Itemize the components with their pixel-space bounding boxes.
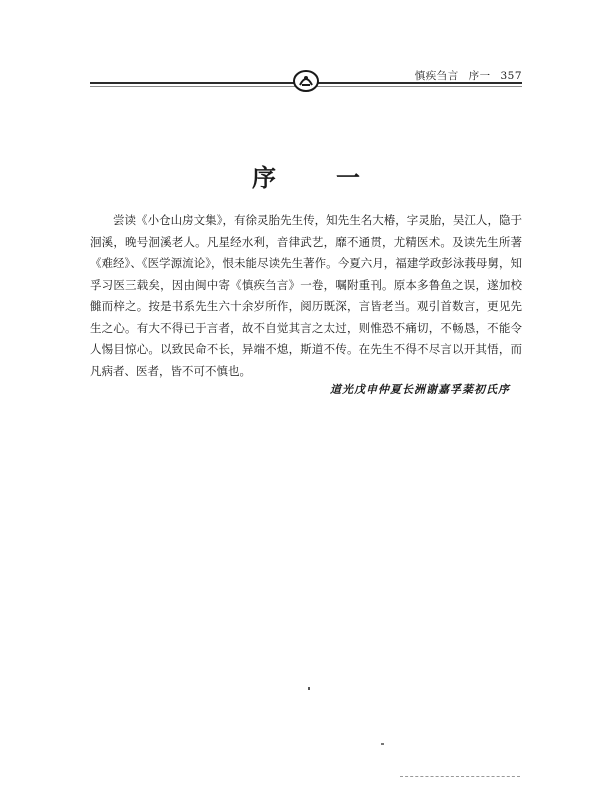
book-title: 慎疾刍言: [414, 70, 459, 82]
page-number: 357: [500, 70, 522, 82]
preface-body: 尝读《小仓山房文集》，有徐灵胎先生传，知先生名大椿，字灵胎，吴江人，隐于洄溪，晚号洄溪老人。凡星经水利，音律武艺，靡不通贯，尤精医术。及读先生所著《难经》、《医学源流论》，恨未能尽读先生著作。今夏六月，福建学政彭泳莪母舅，知孚习医三载矣，因由闽中寄《慎疾刍言》一卷，嘱附重刊。原本多鲁鱼之误，遂加校雠而梓之。按是书系先生六十余岁所作，阅历既深，言皆老当。观引首数言，更见先生之心。有大不得已于言者，故不自觉其言之太过，则惟恐不痛切，不畅恳，不能令人惕目惊心。以致民命不长，异端不熄，斯道不传。在先生不得不尽言以开其悟，而凡病者、医者，皆不可不慎也。: [90, 213, 522, 378]
scan-speck: [381, 743, 384, 745]
running-header: [409, 68, 522, 83]
signature-line: 道光戊申仲夏长洲谢嘉孚棻初氏序: [330, 383, 510, 396]
emblem-icon: [292, 69, 320, 93]
section-name: 序一: [468, 70, 491, 82]
scan-speck: [308, 687, 310, 690]
page-title: 序一: [252, 163, 420, 192]
scan-artifact-line: [400, 776, 520, 778]
